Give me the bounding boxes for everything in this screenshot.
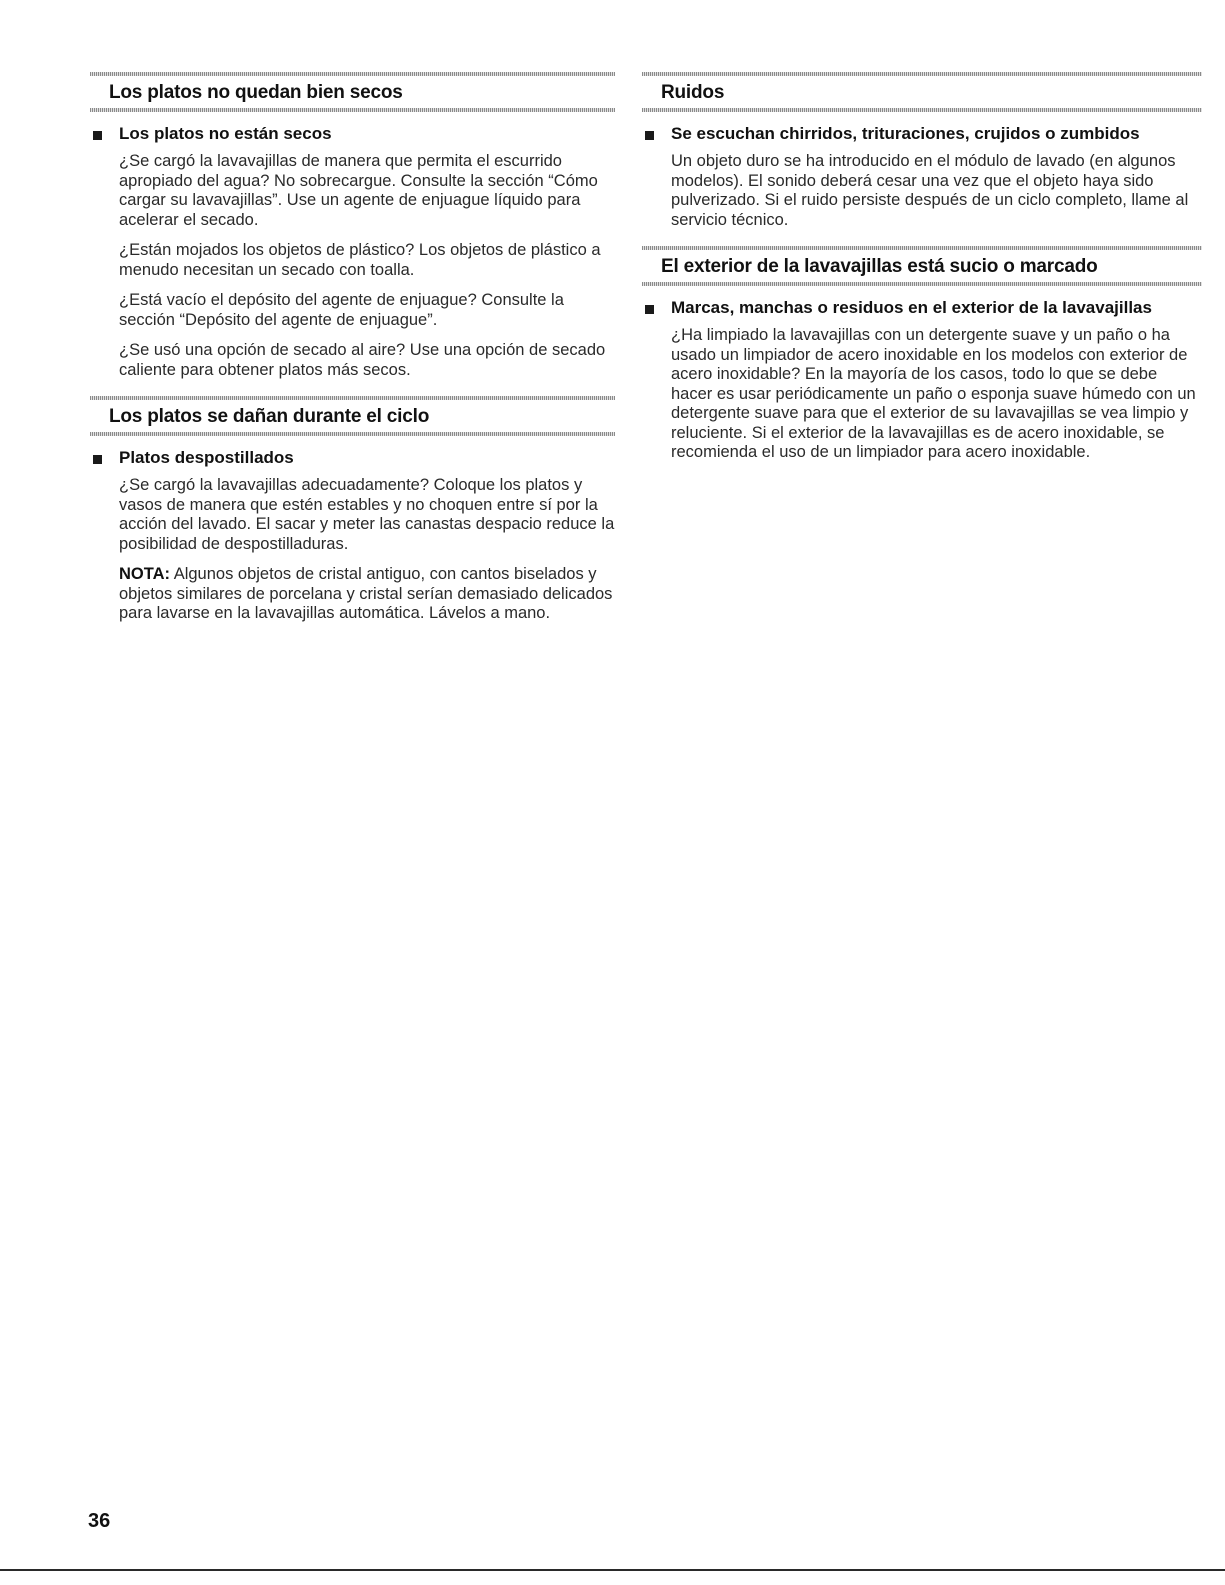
issue-item <box>90 448 615 624</box>
right-column <box>642 70 1202 477</box>
section-header <box>642 70 1202 114</box>
issue-paragraph: ¿Se usó una opción de secado al aire? Use una opción de secado caliente para obtener platos más secos. <box>119 341 606 379</box>
square-bullet-icon <box>645 131 654 140</box>
section-title: Los platos se dañan durante el ciclo <box>109 406 430 427</box>
issue-item <box>642 124 1202 230</box>
section-exterior-dirty <box>642 244 1202 463</box>
square-bullet-icon <box>93 455 102 464</box>
section-title: Los platos no quedan bien secos <box>109 82 403 103</box>
page-number: 36 <box>88 1510 111 1532</box>
section-header <box>90 394 615 438</box>
issue-title: Los platos no están secos <box>119 124 332 143</box>
square-bullet-icon <box>645 305 654 314</box>
section-title: Ruidos <box>661 82 725 103</box>
issue-title: Platos despostillados <box>119 448 294 467</box>
note-text: Algunos objetos de cristal antiguo, con cantos biselados y objetos similares de porcelana y cristal serían demasiado delicados para lavarse en la lavavajillas automática. Lávelos a mano. <box>119 565 613 622</box>
section-dishes-not-dry <box>90 70 615 380</box>
issue-paragraph: ¿Están mojados los objetos de plástico? Los objetos de plástico a menudo necesitan un secado con toalla. <box>119 241 601 279</box>
left-column <box>90 70 615 638</box>
square-bullet-icon <box>93 131 102 140</box>
section-header <box>642 244 1202 288</box>
issue-title: Se escuchan chirridos, trituraciones, crujidos o zumbidos <box>671 124 1140 143</box>
issue-paragraph: ¿Se cargó la lavavajillas adecuadamente? Coloque los platos y vasos de manera que estén estables y no choquen entre sí por la acción del lavado. El sacar y meter las canastas despacio reduce la posibilidad de despostilladuras. <box>119 476 615 553</box>
section-title: El exterior de la lavavajillas está sucio o marcado <box>661 256 1098 277</box>
bottom-divider <box>0 1569 1225 1571</box>
issue-item <box>642 298 1202 463</box>
section-header <box>90 70 615 114</box>
section-noises <box>642 70 1202 230</box>
issue-paragraph: ¿Ha limpiado la lavavajillas con un detergente suave y un paño o ha usado un limpiador de acero inoxidable en los modelos con exterior de acero inoxidable? En la mayoría de los casos, todo lo que se debe hacer es usar periódicamente un paño o esponja suave húmedo con un detergente suave para que el exterior de su lavavajillas se vea limpio y reluciente. Si el exterior de la lavavajillas es de acero inoxidable, se recomienda el uso de un limpiador para acero inoxidable. <box>671 326 1196 461</box>
issue-paragraph: ¿Está vacío el depósito del agente de enjuague? Consulte la sección “Depósito del agente de enjuague”. <box>119 291 564 329</box>
note-label: NOTA: <box>119 565 171 583</box>
issue-item <box>90 124 615 380</box>
note-paragraph <box>119 565 615 624</box>
issue-paragraph: ¿Se cargó la lavavajillas de manera que permita el escurrido apropiado del agua? No sobrecargue. Consulte la sección “Cómo cargar su lavavajillas”. Use un agente de enjuague líquido para acelerar el secado. <box>119 152 598 229</box>
issue-title: Marcas, manchas o residuos en el exterior de la lavavajillas <box>671 298 1152 317</box>
issue-paragraph: Un objeto duro se ha introducido en el módulo de lavado (en algunos modelos). El sonido deberá cesar una vez que el objeto haya sido pulverizado. Si el ruido persiste después de un ciclo completo, llame al servicio técnico. <box>671 152 1189 229</box>
section-dishes-damaged <box>90 394 615 624</box>
